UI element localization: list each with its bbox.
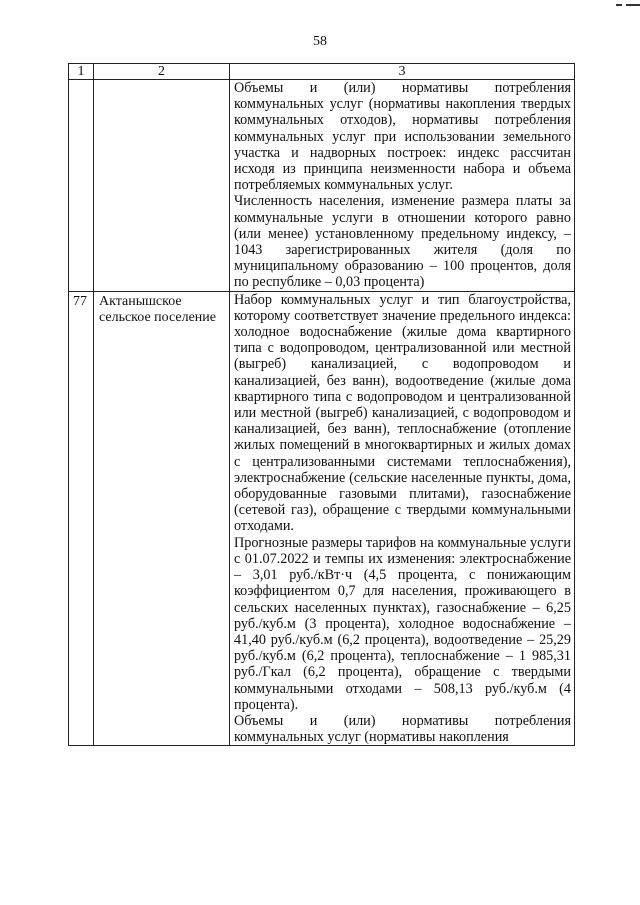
paragraph-services-set: Набор коммунальных услуг и тип благоустройства, которому соответствует значение предельного индекса: холодное водоснабжение (жилые дома квартирного типа с водопроводом, централизованной или местной (выгреб) канализацией, с водопроводом и канализацией, без ванн), водоотведение (жилые дома квартирного типа с водопроводом и централизованной или местной (выгреб) канализацией, с водопроводом и канализацией, без ванн), теплоснабжение (отопление жилых помещений в многоквартирных и жилых домах с централизованными системами теплоснабжения), электроснабжение (сельские населенные пункты, дома, оборудованные газовыми плитами), газоснабжение (сетевой газ), обращение с твердыми коммунальными отходами. (234, 291, 571, 535)
paragraph-tariffs: Прогнозные размеры тарифов на коммунальные услуги с 01.07.2022 и темпы их изменения: электроснабжение – 3,01 руб./кВт·ч (4,5 процента, с понижающим коэффициентом 0,7 для населения, проживающего в сельских населенных пунктах), газоснабжение – 6,25 руб./куб.м (3 процента), холодное водоснабжение – 41,40 руб./куб.м (6,2 процента), водоотведение – 25,29 руб./куб.м (6,2 процента), теплоснабжение – 1 985,31 руб./Гкал (6,2 процента), обращение с твердыми коммунальными отходами – 508,13 руб./куб.м (4 процента). (234, 534, 571, 713)
header-col-3: 3 (230, 64, 575, 80)
table-row-continued (69, 80, 575, 292)
paragraph-population: Численность населения, изменение размера платы за коммунальные услуги в отношении которого равно (или менее) установленному предельному индексу, – 1043 зарегистрированных жителя (доля по муниципальному образованию – 100 процентов, доля по республике – 0,03 процента) (234, 193, 571, 291)
table-header-row (69, 64, 575, 80)
paragraph-consumption-norms-start: Объемы и (или) нормативы потребления коммунальных услуг (нормативы накопления (234, 712, 571, 746)
header-col-1: 1 (69, 64, 94, 80)
page-number: 58 (313, 34, 327, 49)
settlement-name-cell (94, 291, 230, 746)
paragraph-consumption-norms: Объемы и (или) нормативы потребления коммунальных услуг (нормативы накопления твердых коммунальных отходов), нормативы потребления коммунальных услуг при использовании земельного участка и надворных построек: индекс рассчитан исходя из принципа неизменности набора и объема потребляемых коммунальных услуг. (234, 80, 571, 194)
row-number-cell (69, 291, 94, 746)
settlement-name: Актанышское сельское поселение (99, 293, 216, 325)
table-row-77 (69, 291, 575, 746)
corner-scan-mark (612, 0, 640, 8)
row-number: 77 (73, 293, 87, 309)
row-continued-name-cell (94, 80, 230, 292)
header-col-2: 2 (94, 64, 230, 80)
row-continued-text-cell (230, 80, 575, 292)
tariff-table (68, 63, 575, 746)
row-77-text-cell (230, 291, 575, 746)
row-continued-number-cell (69, 80, 94, 292)
